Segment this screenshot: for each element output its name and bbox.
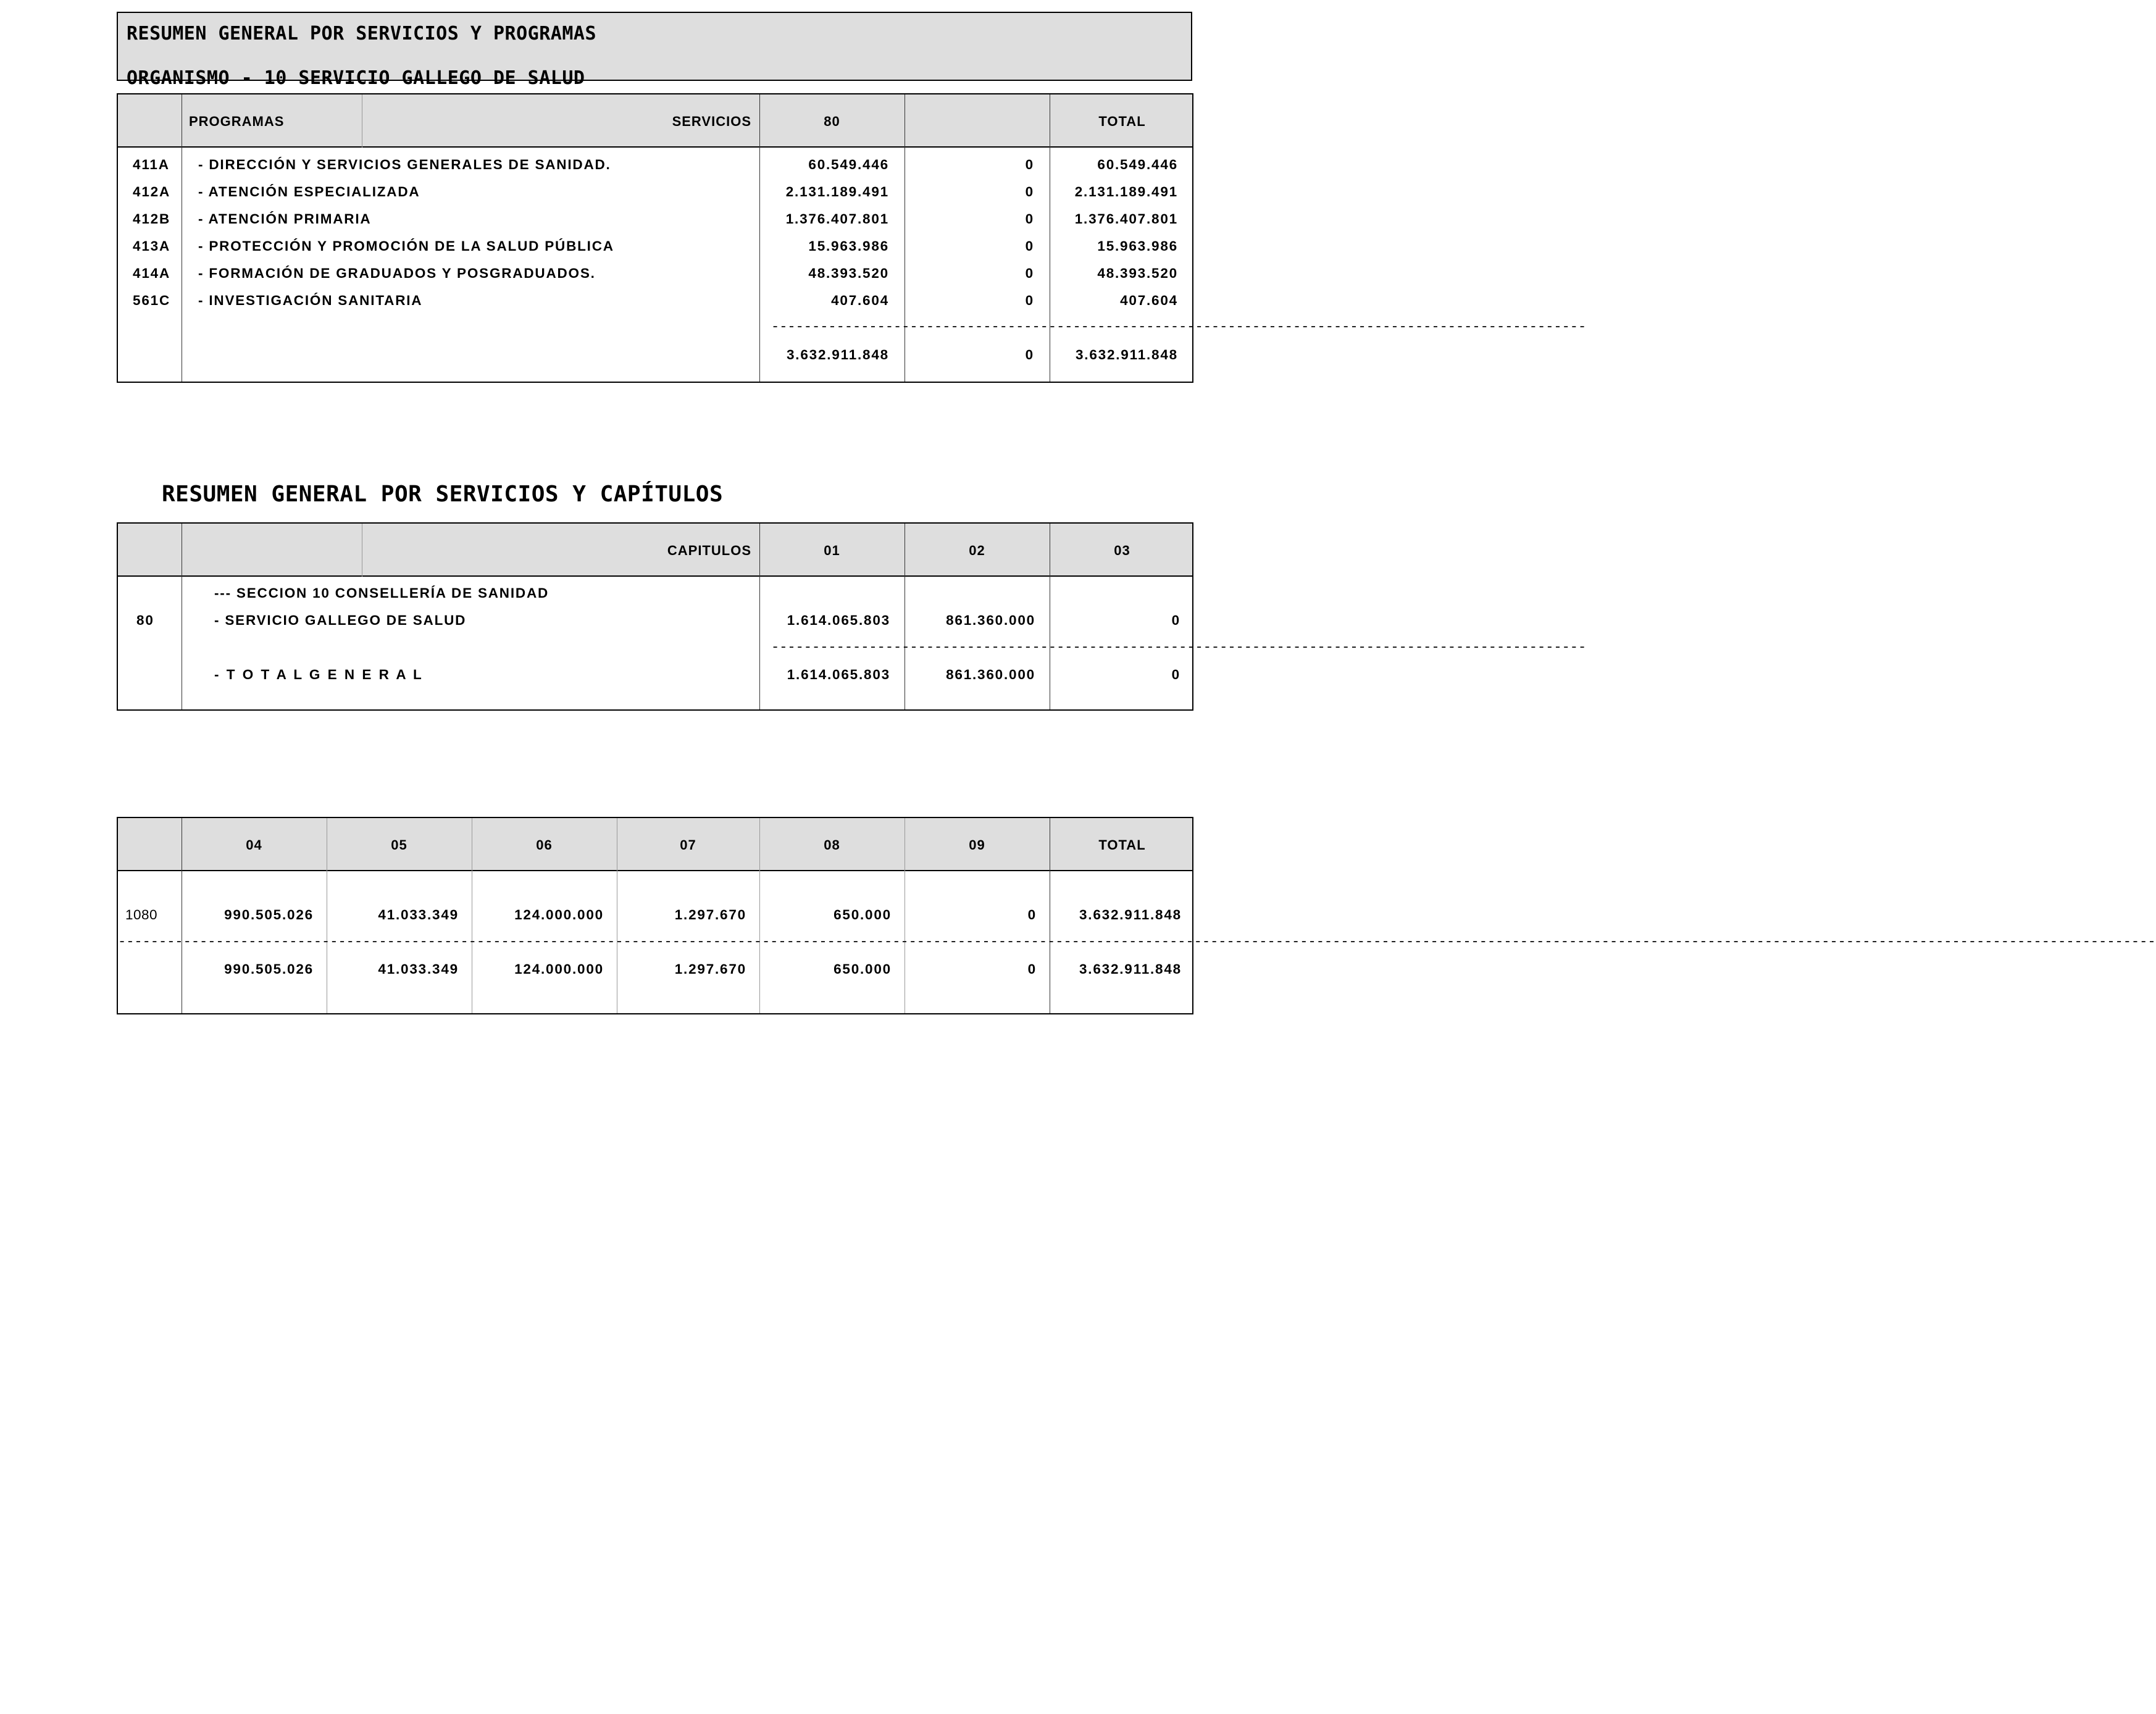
row-80: 48.393.520 [808,265,889,281]
row-03: 0 [1171,612,1180,628]
row-80: 1.376.407.801 [785,211,889,227]
report-subtitle: ORGANISMO - 10 SERVICIO GALLEGO DE SALUD [127,67,585,89]
row-code: 412A [133,184,170,199]
row-04: 990.505.026 [224,907,314,922]
row-blank: 0 [1025,157,1034,172]
header-servicios: SERVICIOS [672,114,751,129]
report-header [117,12,1192,89]
header-08: 08 [824,837,840,853]
row-desc: - ATENCIÓN ESPECIALIZADA [198,184,420,199]
total-total: 3.632.911.848 [1079,961,1182,977]
row-total: 60.549.446 [1097,157,1178,172]
row-80: 15.963.986 [808,238,889,254]
row-02: 861.360.000 [946,612,1035,628]
row-total: 15.963.986 [1097,238,1178,254]
row-80: 407.604 [831,293,889,308]
capitulos-cont-table [117,817,2156,1014]
row-blank: 0 [1025,211,1034,227]
row-total: 1.376.407.801 [1074,211,1178,227]
section-title-capitulos: RESUMEN GENERAL POR SERVICIOS Y CAPÍTULOS [162,482,724,507]
row-07: 1.297.670 [674,907,746,922]
report-title: RESUMEN GENERAL POR SERVICIOS Y PROGRAMAS [127,23,597,44]
row-total: 407.604 [1120,293,1178,308]
row-code: 414A [133,265,170,281]
row-code: 1080 [125,907,158,922]
row-blank: 0 [1025,265,1034,281]
header-07: 07 [680,837,696,853]
separator-dashes: ---------------------------------------------------------------------------------------------------- [771,640,1587,655]
row-desc: - DIRECCIÓN Y SERVICIOS GENERALES DE SANIDAD. [198,157,611,172]
header-80: 80 [824,114,840,129]
separator-dashes: ---------------------------------------------------------------------------------------------------- [771,319,1587,335]
header-total: TOTAL [1098,114,1146,129]
total-03: 0 [1171,667,1180,682]
totals-total: 3.632.911.848 [1075,347,1178,362]
row-desc: - ATENCIÓN PRIMARIA [198,211,372,227]
row-desc: - SERVICIO GALLEGO DE SALUD [214,612,467,628]
row-80: 2.131.189.491 [785,184,889,199]
header-02: 02 [969,543,985,558]
row-total: 2.131.189.491 [1074,184,1178,199]
capitulos-table [117,522,1587,711]
header-capitulos: CAPITULOS [667,543,751,558]
row-code: 561C [133,293,170,308]
totals-80: 3.632.911.848 [786,347,889,362]
row-code: 413A [133,238,170,254]
header-05: 05 [391,837,407,853]
total-05: 41.033.349 [378,961,459,977]
row-09: 0 [1027,907,1037,922]
row-code: 411A [133,157,170,172]
row-blank: 0 [1025,184,1034,199]
row-desc: - FORMACIÓN DE GRADUADOS Y POSGRADUADOS. [198,265,596,281]
row-06: 124.000.000 [514,907,604,922]
row-05: 41.033.349 [378,907,459,922]
header-04: 04 [246,837,262,853]
total-09: 0 [1027,961,1037,977]
row-code: 412B [133,211,170,227]
row-total: 48.393.520 [1097,265,1178,281]
row-08: 650.000 [834,907,892,922]
totals-blank: 0 [1025,347,1034,362]
row-blank: 0 [1025,293,1034,308]
header-01: 01 [824,543,840,558]
row-blank: 0 [1025,238,1034,254]
total-04: 990.505.026 [224,961,314,977]
total-01: 1.614.065.803 [787,667,890,682]
total-02: 861.360.000 [946,667,1035,682]
row-01: 1.614.065.803 [787,612,890,628]
row-desc: - PROTECCIÓN Y PROMOCIÓN DE LA SALUD PÚBLICA [198,238,614,254]
header-06: 06 [536,837,553,853]
row-code: 80 [136,612,154,628]
header-09: 09 [969,837,985,853]
separator-dashes: ---------------------------------------------------------------------------------------------------------------------------------------------------------------------------------------------------------------------------------------------------------- [118,934,2156,950]
row-80: 60.549.446 [808,157,889,172]
total-07: 1.297.670 [674,961,746,977]
row-total: 3.632.911.848 [1079,907,1182,922]
total-08: 650.000 [834,961,892,977]
seccion-line: --- SECCION 10 CONSELLERÍA DE SANIDAD [214,585,549,601]
header-total: TOTAL [1098,837,1146,853]
total-general-label: - T O T A L G E N E R A L [214,667,424,682]
header-03: 03 [1114,543,1130,558]
total-06: 124.000.000 [514,961,604,977]
programas-table [117,93,1587,383]
header-programas: PROGRAMAS [189,114,285,129]
row-desc: - INVESTIGACIÓN SANITARIA [198,293,423,308]
